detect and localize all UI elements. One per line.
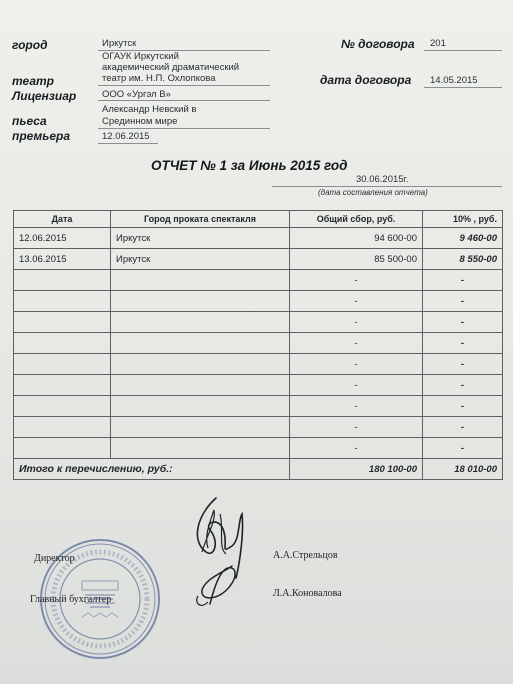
cell-total: -	[290, 375, 423, 396]
cell-total: 94 600-00	[290, 228, 423, 249]
theater-label: театр	[12, 74, 55, 88]
cell-total: -	[290, 417, 423, 438]
cell-date	[14, 417, 111, 438]
column-header-percent: 10% , руб.	[423, 211, 503, 228]
play-label: пьеса	[12, 114, 47, 128]
cell-percent: 8 550-00	[423, 249, 503, 270]
table-row	[14, 354, 503, 375]
table-header-row	[14, 211, 503, 228]
column-header-date: Дата	[14, 211, 111, 228]
cell-percent: -	[423, 354, 503, 375]
cell-city	[111, 312, 290, 333]
column-header-city: Город проката спектакля	[111, 211, 290, 228]
cell-percent: -	[423, 396, 503, 417]
report-table	[13, 210, 503, 480]
table-row	[14, 438, 503, 459]
total-label: Итого к перечислению, руб.:	[14, 459, 290, 480]
cell-city	[111, 438, 290, 459]
play-underline	[98, 128, 270, 129]
cell-percent: -	[423, 312, 503, 333]
contract-date-label: дата договора	[320, 73, 412, 87]
cell-city	[111, 375, 290, 396]
premiere-value: 12.06.2015	[102, 131, 150, 142]
cell-total: -	[290, 438, 423, 459]
cell-total: -	[290, 354, 423, 375]
table-row	[14, 396, 503, 417]
contract-date-value: 14.05.2015	[430, 75, 478, 86]
cell-percent: -	[423, 270, 503, 291]
cell-date: 12.06.2015	[14, 228, 111, 249]
contract-number-label: № договора	[341, 37, 415, 51]
cell-date	[14, 291, 111, 312]
cell-city	[111, 417, 290, 438]
play-value-line2: Срединном мире	[102, 116, 178, 127]
accountant-name: Л.А.Коновалова	[273, 588, 342, 599]
cell-date	[14, 312, 111, 333]
cell-date	[14, 438, 111, 459]
cell-date: 13.06.2015	[14, 249, 111, 270]
director-name: А.А.Стрельцов	[273, 550, 338, 561]
cell-city	[111, 270, 290, 291]
cell-total: -	[290, 270, 423, 291]
contract-number-underline	[424, 50, 502, 51]
theater-value-line1: ОГАУК Иркутский	[102, 51, 179, 62]
theater-value-line3: театр им. Н.П. Охлопкова	[102, 73, 216, 84]
play-value-line1: Александр Невский в	[102, 104, 197, 115]
premiere-underline	[98, 143, 158, 144]
cell-city: Иркутск	[111, 249, 290, 270]
cell-percent: -	[423, 291, 503, 312]
cell-date	[14, 270, 111, 291]
licensee-value: ООО «Ургэл В»	[102, 89, 171, 100]
table-row	[14, 417, 503, 438]
total-sum: 180 100-00	[290, 459, 423, 480]
cell-city: Иркутск	[111, 228, 290, 249]
table-row	[14, 249, 503, 270]
cell-total: -	[290, 333, 423, 354]
cell-city	[111, 291, 290, 312]
cell-percent: -	[423, 333, 503, 354]
table-total-row	[14, 459, 503, 480]
table-row	[14, 333, 503, 354]
city-value: Иркутск	[102, 38, 137, 49]
cell-date	[14, 354, 111, 375]
report-date: 30.06.2015г.	[356, 174, 409, 185]
licensee-underline	[98, 100, 270, 101]
total-percent: 18 010-00	[423, 459, 503, 480]
cell-total: 85 500-00	[290, 249, 423, 270]
cell-percent: -	[423, 375, 503, 396]
table-row	[14, 228, 503, 249]
cell-total: -	[290, 312, 423, 333]
contract-date-underline	[424, 87, 502, 88]
report-title: ОТЧЕТ № 1 за Июнь 2015 год	[151, 158, 348, 173]
cell-percent: -	[423, 417, 503, 438]
accountant-label: Главный бухгалтер	[30, 594, 112, 605]
report-date-underline	[272, 186, 502, 187]
table-row	[14, 270, 503, 291]
cell-date	[14, 333, 111, 354]
contract-number-value: 201	[430, 38, 446, 49]
cell-city	[111, 333, 290, 354]
cell-date	[14, 396, 111, 417]
table-row	[14, 291, 503, 312]
cell-city	[111, 396, 290, 417]
cell-total: -	[290, 291, 423, 312]
column-header-total: Общий сбор, руб.	[290, 211, 423, 228]
table-row	[14, 375, 503, 396]
licensee-label: Лицензиар	[12, 89, 77, 103]
cell-percent: 9 460-00	[423, 228, 503, 249]
report-date-caption: (дата составления отчета)	[318, 188, 428, 197]
cell-date	[14, 375, 111, 396]
premiere-label: премьера	[12, 129, 71, 143]
signature-scribble-icon	[180, 492, 270, 622]
cell-total: -	[290, 396, 423, 417]
table-row	[14, 312, 503, 333]
city-label: город	[12, 38, 48, 52]
cell-percent: -	[423, 438, 503, 459]
director-label: Директор	[34, 553, 75, 564]
theater-value-line2: академический драматический	[102, 62, 240, 73]
cell-city	[111, 354, 290, 375]
theater-underline	[98, 85, 270, 86]
